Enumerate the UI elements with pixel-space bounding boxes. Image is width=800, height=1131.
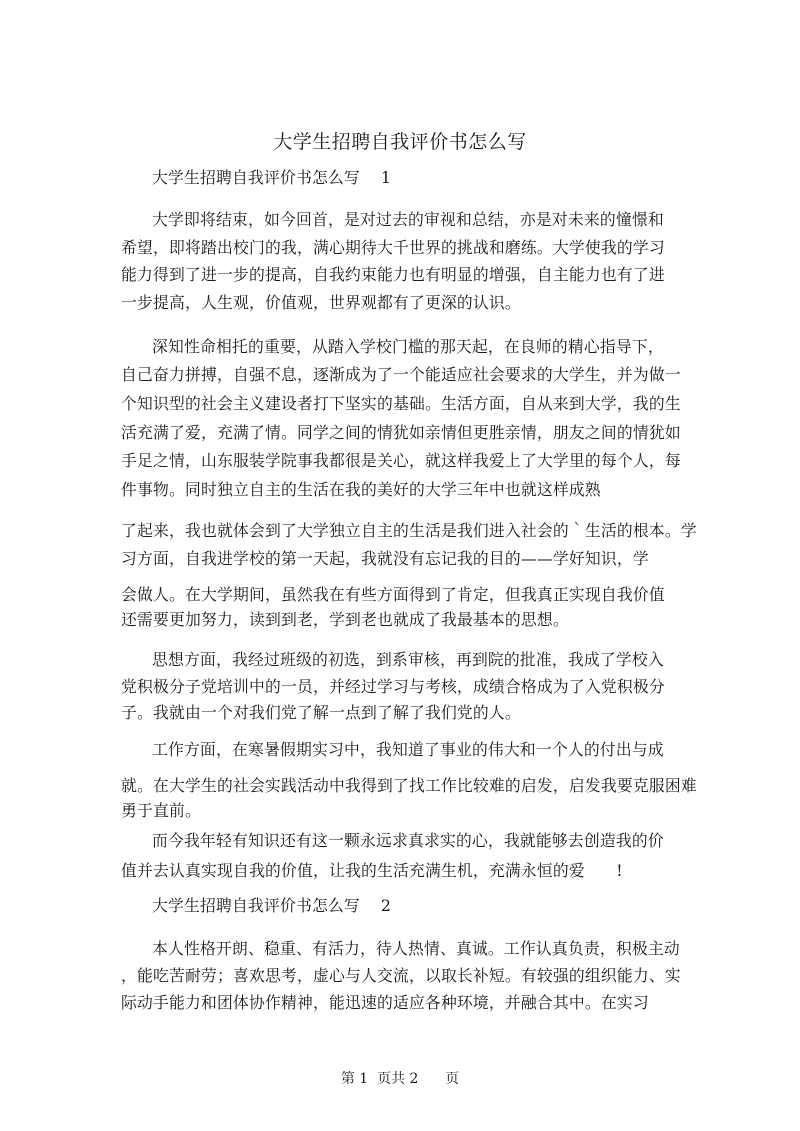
body-line: 习方面，自我进学校的第一天起，我就没有忘记我的目的——学好知识，学	[121, 549, 649, 568]
section-heading-2: 大学生招聘自我评价书怎么写 2	[152, 896, 392, 915]
body-line: 一步提高，人生观，价值观，世界观都有了更深的认识。	[121, 293, 521, 312]
body-line: 际动手能力和团体协作精神，能迅速的适应各种环境，并融合其中。在实习	[121, 993, 649, 1012]
body-line: 活充满了爱，充满了情。同学之间的情犹如亲情但更胜亲情，朋友之间的情犹如	[121, 423, 681, 442]
body-line: 手足之情，山东服装学院事我都很是关心，就这样我爱上了大学里的每个人，每	[121, 451, 681, 470]
body-line: 就。在大学生的社会实践活动中我得到了找工作比较难的启发，启发我要克服困难	[121, 776, 697, 795]
body-line: 工作方面，在寒暑假期实习中，我知道了事业的伟大和一个人的付出与成	[152, 740, 664, 759]
body-line: 个知识型的社会主义建设者打下坚实的基础。生活方面，自从来到大学，我的生	[121, 394, 681, 413]
section-heading-1: 大学生招聘自我评价书怎么写 1	[152, 168, 392, 187]
body-line: 勇于直前。	[121, 801, 201, 820]
body-line: 大学即将结束，如今回首，是对过去的审视和总结，亦是对未来的憧憬和	[152, 210, 664, 229]
body-line: 希望，即将踏出校门的我，满心期待大千世界的挑战和磨练。大学使我的学习	[121, 238, 665, 257]
body-line: 而今我年轻有知识还有这一颗永远求真求实的心，我就能够去创造我的价	[152, 831, 664, 850]
body-line: 还需要更加努力，读到到老，学到老也就成了我最基本的思想。	[121, 610, 569, 629]
body-line: 子。我就由一个对我们党了解一点到了解了我们党的人。	[121, 703, 521, 722]
page-footer: 第 1 页共 2 页	[340, 1071, 460, 1087]
body-line: 会做人。在大学期间，虽然我在有些方面得到了肯定，但我真正实现自我价值	[121, 585, 665, 604]
body-line: ，能吃苦耐劳；喜欢思考，虚心与人交流，以取长补短。有较强的组织能力、实	[121, 966, 681, 985]
body-line: 能力得到了进一步的提高，自我约束能力也有明显的增强，自主能力也有了进	[121, 265, 665, 284]
body-line: 思想方面，我经过班级的初选，到系审核，再到院的批准，我成了学校入	[152, 650, 664, 669]
body-line: 了起来，我也就体会到了大学独立自主的生活是我们进入社会的｀生活的根本。学	[121, 521, 697, 540]
body-line: 深知性命相托的重要，从踏入学校门槛的那天起，在良师的精心指导下，	[152, 337, 664, 356]
body-line: 值并去认真实现自我的价值，让我的生活充满生机，充满永恒的爱 !	[121, 861, 623, 880]
body-line: 党积极分子党培训中的一员，并经过学习与考核，成绩合格成为了入党积极分	[121, 677, 665, 696]
body-line: 自己奋力拼搏，自强不息，逐渐成为了一个能适应社会要求的大学生，并为做一	[121, 365, 681, 384]
body-line: 件事物。同时独立自主的生活在我的美好的大学三年中也就这样成熟	[121, 480, 601, 499]
body-line: 本人性格开朗、稳重、有活力，待人热情、真诚。工作认真负责，积极主动	[152, 939, 680, 958]
page-title: 大学生招聘自我评价书怎么写	[273, 131, 527, 153]
